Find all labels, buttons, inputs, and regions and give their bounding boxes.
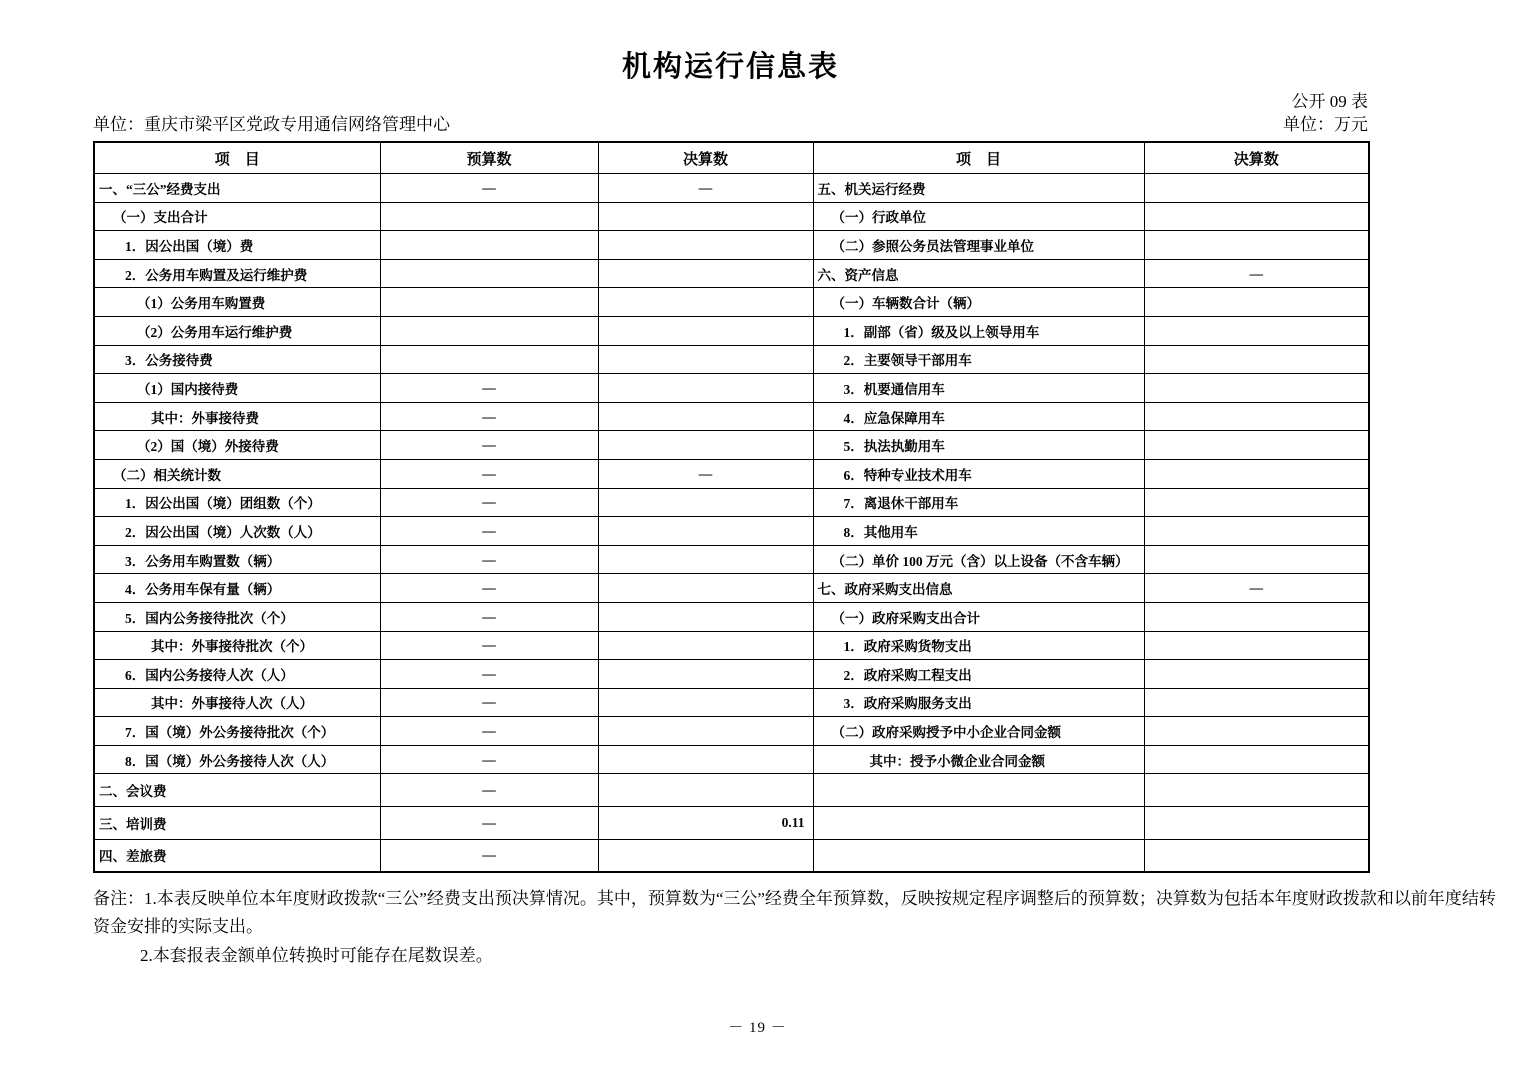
final-value-cell-right — [1144, 602, 1369, 631]
final-value-cell-right — [1144, 345, 1369, 374]
table-row — [94, 688, 1369, 717]
item-cell-right: 五、机关运行经费 — [813, 174, 1144, 203]
operation-info-table — [93, 141, 1370, 873]
budget-value-cell: — — [380, 660, 598, 689]
item-cell-left: （1）国内接待费 — [94, 374, 380, 403]
final-value-cell-right — [1144, 231, 1369, 260]
note-line-2: 资金安排的实际支出。 — [93, 917, 263, 937]
final-value-cell-left — [598, 545, 813, 574]
item-cell-left: 1．因公出国（境）团组数（个） — [94, 488, 380, 517]
budget-value-cell: — — [380, 545, 598, 574]
budget-value-cell: — — [380, 717, 598, 746]
col-header-item-left: 项 目 — [94, 142, 380, 174]
final-value-cell-right — [1144, 488, 1369, 517]
table-row — [94, 202, 1369, 231]
final-value-cell-left — [598, 745, 813, 774]
final-value-cell-right — [1144, 402, 1369, 431]
budget-value-cell: — — [380, 688, 598, 717]
final-value-cell-right — [1144, 774, 1369, 807]
item-cell-left: 8．国（境）外公务接待人次（人） — [94, 745, 380, 774]
table-row — [94, 374, 1369, 403]
col-header-final-right: 决算数 — [1144, 142, 1369, 174]
table-row — [94, 459, 1369, 488]
table-body — [94, 174, 1369, 872]
col-header-final-left: 决算数 — [598, 142, 813, 174]
final-value-cell-left — [598, 316, 813, 345]
table-row — [94, 745, 1369, 774]
item-cell-left: （二）相关统计数 — [94, 459, 380, 488]
table-row — [94, 316, 1369, 345]
final-value-cell-right — [1144, 545, 1369, 574]
budget-value-cell: — — [380, 174, 598, 203]
final-value-cell-right — [1144, 202, 1369, 231]
final-value-cell-left — [598, 402, 813, 431]
table-header — [94, 142, 1369, 174]
col-header-budget: 预算数 — [380, 142, 598, 174]
table-row — [94, 839, 1369, 872]
table-row — [94, 717, 1369, 746]
table-row — [94, 517, 1369, 546]
item-cell-right: 3．机要通信用车 — [813, 374, 1144, 403]
final-value-cell-right — [1144, 745, 1369, 774]
item-cell-left: 其中：外事接待费 — [94, 402, 380, 431]
item-cell-left: （1）公务用车购置费 — [94, 288, 380, 317]
final-value-cell-right — [1144, 688, 1369, 717]
document-content — [93, 0, 1496, 970]
item-cell-right: 5．执法执勤用车 — [813, 431, 1144, 460]
item-cell-right: 七、政府采购支出信息 — [813, 574, 1144, 603]
final-value-cell-left: — — [598, 174, 813, 203]
table-row — [94, 345, 1369, 374]
notes-block — [93, 885, 1496, 971]
item-cell-right: （二）单价 100 万元（含）以上设备（不含车辆） — [813, 545, 1144, 574]
final-value-cell-left — [598, 517, 813, 546]
final-value-cell-left — [598, 717, 813, 746]
budget-value-cell — [380, 259, 598, 288]
item-cell-right: 6．特种专业技术用车 — [813, 459, 1144, 488]
final-value-cell-right — [1144, 717, 1369, 746]
item-cell-left: 一、“三公”经费支出 — [94, 174, 380, 203]
unit-money-label: 单位：万元 — [1283, 115, 1368, 134]
final-value-cell-left — [598, 839, 813, 872]
table-row — [94, 807, 1369, 840]
final-value-cell-right — [1144, 174, 1369, 203]
item-cell-left: 3．公务接待费 — [94, 345, 380, 374]
item-cell-right — [813, 774, 1144, 807]
budget-value-cell: — — [380, 631, 598, 660]
budget-value-cell: — — [380, 745, 598, 774]
page-number: － 19 － — [728, 1020, 787, 1036]
item-cell-left: 二、会议费 — [94, 774, 380, 807]
unit-name-label: 单位：重庆市梁平区党政专用通信网络管理中心 — [93, 115, 450, 134]
table-row — [94, 402, 1369, 431]
final-value-cell-left — [598, 231, 813, 260]
table-row — [94, 574, 1369, 603]
item-cell-left: 4．公务用车保有量（辆） — [94, 574, 380, 603]
item-cell-left: （2）国（境）外接待费 — [94, 431, 380, 460]
final-value-cell-right — [1144, 660, 1369, 689]
item-cell-left: 2．公务用车购置及运行维护费 — [94, 259, 380, 288]
budget-value-cell — [380, 345, 598, 374]
final-value-cell-right — [1144, 839, 1369, 872]
budget-value-cell: — — [380, 374, 598, 403]
budget-value-cell: — — [380, 774, 598, 807]
final-value-cell-left — [598, 574, 813, 603]
table-row — [94, 259, 1369, 288]
table-row — [94, 660, 1369, 689]
item-cell-left: 三、培训费 — [94, 807, 380, 840]
item-cell-right: （一）行政单位 — [813, 202, 1144, 231]
col-header-item-right: 项 目 — [813, 142, 1144, 174]
budget-value-cell: — — [380, 459, 598, 488]
budget-value-cell: — — [380, 488, 598, 517]
budget-value-cell: — — [380, 602, 598, 631]
unit-info-row — [93, 114, 1368, 136]
item-cell-right: 1．副部（省）级及以上领导用车 — [813, 316, 1144, 345]
table-row — [94, 631, 1369, 660]
final-value-cell-left — [598, 660, 813, 689]
item-cell-right: 其中：授予小微企业合同金额 — [813, 745, 1144, 774]
item-cell-right: （一）政府采购支出合计 — [813, 602, 1144, 631]
item-cell-left: 2．因公出国（境）人次数（人） — [94, 517, 380, 546]
table-row — [94, 545, 1369, 574]
item-cell-left: （2）公务用车运行维护费 — [94, 316, 380, 345]
item-cell-left: 7．国（境）外公务接待批次（个） — [94, 717, 380, 746]
budget-value-cell: — — [380, 431, 598, 460]
final-value-cell-right — [1144, 459, 1369, 488]
final-value-cell-left — [598, 202, 813, 231]
budget-value-cell — [380, 288, 598, 317]
table-row — [94, 231, 1369, 260]
table-row — [94, 488, 1369, 517]
note-line-1: 备注：1.本表反映单位本年度财政拨款“三公”经费支出预决算情况。其中，预算数为“三公”经费全年预算数，反映按规定程序调整后的预算数；决算数为包括本年度财政拨款和以前年度结转 — [93, 888, 1496, 908]
final-value-cell-left — [598, 288, 813, 317]
final-value-cell-left — [598, 431, 813, 460]
table-row — [94, 174, 1369, 203]
item-cell-left: 3．公务用车购置数（辆） — [94, 545, 380, 574]
table-row — [94, 774, 1369, 807]
budget-value-cell: — — [380, 839, 598, 872]
final-value-cell-left — [598, 488, 813, 517]
final-value-cell-right — [1144, 288, 1369, 317]
final-value-cell-right — [1144, 631, 1369, 660]
table-header-row — [94, 142, 1369, 174]
final-value-cell-left — [598, 374, 813, 403]
item-cell-right — [813, 807, 1144, 840]
item-cell-right: 2．主要领导干部用车 — [813, 345, 1144, 374]
item-cell-right: （一）车辆数合计（辆） — [813, 288, 1144, 317]
budget-value-cell: — — [380, 402, 598, 431]
item-cell-left: 四、差旅费 — [94, 839, 380, 872]
item-cell-right — [813, 839, 1144, 872]
table-row — [94, 431, 1369, 460]
budget-value-cell — [380, 202, 598, 231]
item-cell-right: 8．其他用车 — [813, 517, 1144, 546]
budget-value-cell: — — [380, 517, 598, 546]
final-value-cell-left: — — [598, 459, 813, 488]
item-cell-right: 4．应急保障用车 — [813, 402, 1144, 431]
item-cell-right: （二）政府采购授予中小企业合同金额 — [813, 717, 1144, 746]
item-cell-right: 3．政府采购服务支出 — [813, 688, 1144, 717]
item-cell-right: 7．离退休干部用车 — [813, 488, 1144, 517]
final-value-cell-left — [598, 688, 813, 717]
final-value-cell-left — [598, 631, 813, 660]
final-value-cell-right — [1144, 517, 1369, 546]
final-value-cell-left — [598, 602, 813, 631]
final-value-cell-left — [598, 259, 813, 288]
item-cell-left: 1．因公出国（境）费 — [94, 231, 380, 260]
final-value-cell-left — [598, 774, 813, 807]
item-cell-right: （二）参照公务员法管理事业单位 — [813, 231, 1144, 260]
item-cell-left: （一）支出合计 — [94, 202, 380, 231]
table-row — [94, 602, 1369, 631]
note-line-3: 2.本套报表金额单位转换时可能存在尾数误差。 — [140, 945, 493, 965]
final-value-cell-right — [1144, 316, 1369, 345]
item-cell-left: 其中：外事接待批次（个） — [94, 631, 380, 660]
public-table-number: 公开 09 表 — [1291, 92, 1368, 111]
budget-value-cell — [380, 316, 598, 345]
item-cell-right: 六、资产信息 — [813, 259, 1144, 288]
final-value-cell-right — [1144, 374, 1369, 403]
final-value-cell-right: — — [1144, 574, 1369, 603]
final-value-cell-left: 0.11 — [598, 807, 813, 840]
item-cell-right: 1．政府采购货物支出 — [813, 631, 1144, 660]
final-value-cell-right — [1144, 431, 1369, 460]
item-cell-left: 其中：外事接待人次（人） — [94, 688, 380, 717]
budget-value-cell: — — [380, 807, 598, 840]
page-title: 机构运行信息表 — [621, 51, 839, 83]
final-value-cell-right: — — [1144, 259, 1369, 288]
final-value-cell-left — [598, 345, 813, 374]
table-row — [94, 288, 1369, 317]
item-cell-right: 2．政府采购工程支出 — [813, 660, 1144, 689]
budget-value-cell: — — [380, 574, 598, 603]
item-cell-left: 6．国内公务接待人次（人） — [94, 660, 380, 689]
item-cell-left: 5．国内公务接待批次（个） — [94, 602, 380, 631]
budget-value-cell — [380, 231, 598, 260]
final-value-cell-right — [1144, 807, 1369, 840]
